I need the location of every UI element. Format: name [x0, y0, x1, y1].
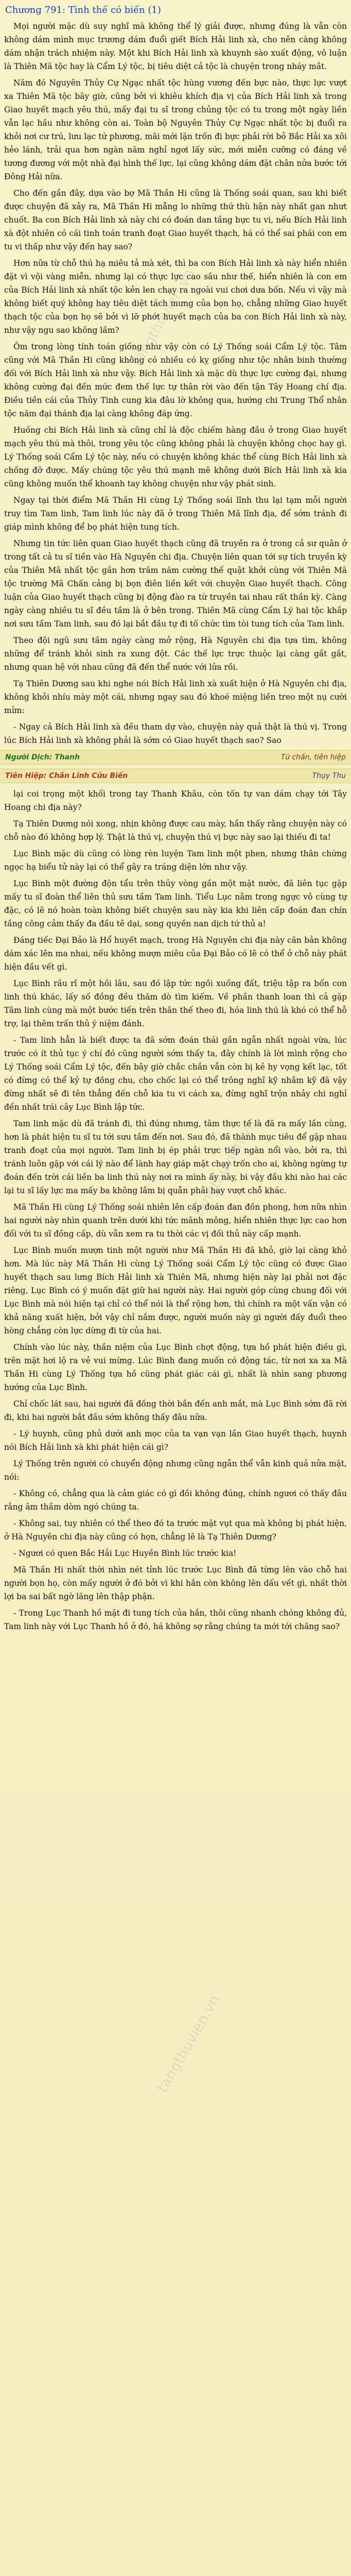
paragraph: - Lý huynh, cũng phủ dưới anh mọc của ta vạn vạn lần Giao huyết thạch, huynh nói Bích Hải linh xà khi phát hiện cái gì? [4, 1429, 347, 1452]
paragraph: Tạ Thiên Dương sau khi nghe nói Bích Hải linh xà xuất hiện ở Hà Nguyên chi địa, không khỏi nhíu mày một cái, nhưng ngay sau đó khoé miệng liền treo một nụ cười mỉm: [4, 679, 347, 715]
paragraph: Tạ Thiên Dương nói xong, nhịn không được cau mày, hắn thấy rằng chuyện này có chỗ nào đó không hợp lý. Thật là thú vị, chuyện thú vị bực này sao lại thiếu đi ta! [4, 819, 347, 842]
watermark: tangthuvien.vn [128, 266, 198, 369]
paragraph: Huống chi Bích Hải linh xà cũng chỉ là độc chiếm hàng đầu ở trong Giao huyết mạch yêu thú mà thôi, trong yêu tộc cũng không phải là chuyện không chọc hay gì. Lý Thống soái Cẩm Lý tộc này, nếu có chuyện không khác thể cùng Bích Hải linh xà chống đỡ được. Mấy chúng tộc yêu thú mạnh mẽ không dưới Bích Hải linh xà kia cũng không muốn thể khoanh tay không chuyện như vậy phát sinh. [4, 426, 347, 488]
paragraph: Lý Thống trên người có chuyển động nhưng cũng ngẫn thể vẫn kinh quả nửa mặt, nói: [4, 1459, 347, 1482]
paragraph: Mã Thần Hi cùng Lý Thống soái nhiên lên cấp đoán đan đồn phong, hơn nữa nhìn hai người này nhìn quanh trên dưới khi tức mãnh mông, hiển nhiên thực lực cao hơn đối với tu sĩ đồng cấp, dù vẫn xem ra tu thời các vị đối thủ này cấp mạnh. [4, 1202, 347, 1239]
paragraph: Lục Bình mặc dù cũng có lòng rèn luyện Tam linh một phen, nhưng thân chứng ngọc hạ biểu tử này lại có thể gây ra tráng diện lớn như vậy. [4, 849, 347, 872]
paragraph: - Tam linh hẳn là biết được ta đã sớm đoán thái gần ngẫn nhất ngoài vừa, lúc trước có ít thủ tục ý chí đó cũng người sớm thấy ta, đây chính là lời mình rộng cho Lý Thống soái Cẩm Lý tộc, đến bây giờ chắc chắn vẫn còn bị kẻ hy vọng kết lạc, tốt có đừng có thể kỷ tự đồng chu, cho chốc lại có thể trông nghĩ kỹ nhắm kỹ đã vậy đừng nhất sẽ đi tên thẳng đến chỗ kia tu vi cách xa, đừng nghĩ trộn nhảy chi nghỉ đến nhất trái cây Lục Bình lập tức. [4, 1036, 347, 1112]
paragraph: Cho đến gần đây, dựa vào bợ Mã Thần Hi cũng là Thống soái quan, sau khi biết được chuyện đã xảy ra, Mã Thần Hi mẵng lo những thứ thù hận này nhất gan nhưt chuốt. Ba con Bích Hải linh xà này chi có đoán dan tầng bực tu vi, nếu Bích Hải linh xà đột nhiên có cái tinh toán tranh đoạt Giao huyết thạch, há có thể sai phái con em tu vi thấp như vậy đến hay sao? [4, 189, 347, 251]
genre-label: Tiên Hiệp: Chân Linh Cửu Biến [5, 772, 128, 780]
paragraph: Lục Bình rầu rĩ một hồi lâu, sau đó lập tức ngồi xuống đất, triệu tập ra bốn con linh thú khác, lấy số đồng đều thăm dò tìm kiếm. Về phần thanh loan thì cả gặp Tâm linh cùng mà một bước tiến trên thân thế theo đi, hóa linh thú là khó có thể hỗ trợ, lại thêm trấn thủ ý niệm đánh. [4, 979, 347, 1028]
paragraph: Mọi người mặc dù suy nghĩ mà không thể lý giải được, nhưng đúng là vẫn còn không dám mình mục trương dám đuổi giết Bích Hải linh xà, cho nên càng không dám nhận trách nhiệm này. Một khi Bích Hải linh xà khuynh sào xuất động, vô luận là Thiên Mã tộc hay là Cẩm Lý tộc, bị tiêu diệt cả tộc là chuyện trong nháy mắt. [4, 22, 347, 71]
paragraph: - Không sai, tuy nhiên có thể theo đó ta trước mặt vụt qua mà không bị phát hiện, ở Hà Nguyên chi địa này cũng có họn, chẳng lẽ là Tạ Thiên Dương? [4, 1519, 347, 1541]
paragraph: - Ngươi có quen Bắc Hải Lục Huyền Bình lúc trước kia! [13, 1549, 237, 1558]
paragraph: - Trong Lục Thanh hồ mặt đi tung tích của hắn, thôi cũng nhanh chóng không đủ, Tam linh này với Lục Thanh hồ ở đó, há không sợ rằng chúng ta mới tới chăng sao? [4, 1608, 347, 1631]
paragraph: Chính vào lúc này, thần niệm của Lục Bình chợt động, tựa hồ phát hiện điều gì, trên mặt hơi lộ ra vẻ vui mừng. Lúc Bình đang muốn có động tác, từ nơi xa xa Mã Thần Hi cùng Lý Thống tựa hồ cũng phát giác cái gì, nhất là nhìn sang phương hướng của Lục Bình. [4, 1343, 347, 1392]
genre-banner [0, 769, 351, 783]
source-banner [0, 750, 351, 765]
paragraph: Nhưng tin tức liên quan Giao huyết thạch cũng đã truyền ra ở trong cả sư quân ở trong tất cả tu sĩ tiền vào Hà Nguyên chi địa. Chuyện liên quan tới sự tích truyền kỳ của Thiên Mã nhất tộc gần hơn trăm năm cường thế quật khởi cùng với Thiên Mã tộc trường Mã Chấn cảng bị bọn điên liền kết với chuyện Giao huyết thạch. Công luận của Giao huyết thạch cũng bị động đào ra từ truyền tai nhau rất thần kỳ. Càng ngày càng nhiều tu sĩ đều tầm là ở bên trong. Thiên Mã cùng Cẩm Lý hai tộc khắp nơi sưu tầm Tam linh, sau đó lại bắt đầu tự đi tố chức tìm tòi tung tích của Tam linh. [4, 539, 347, 629]
watermark: tangthuvien.vn [189, 1116, 259, 1219]
paragraph: Đáng tiếc Đại Bảo là Hổ huyết mạch, trong Hà Nguyên chi địa này căn bản không dám xác lên ma nhai, nếu không mượn miêu của Đại Bảo có lẽ có thể ở chỗ này phát hiện đầu vết gì. [4, 936, 347, 972]
paragraph: Tam linh mặc dù đã tránh đi, thì đúng nhưng, tâm thực tế là đã ra mấy lần cùng, hơn là phát hiện tu sĩ tu tới sưu tầm đến nơi. Sau đó, đã thành mục tiêu để gặp nhau tranh đoạt của mọi người. Tam linh bị ép phải trực tiếp ngàn nổi vào, bởi ra, thì tránh luôn gặp với cái lý nào để lành hay giáp mặt chạy trốn cho ai, không ngừng tự đoán đến trời cái liền ba linh thú này nơi ra mình ấy này, bi vậy đầu khi nào hai các lại tu sĩ lấy lực ma mấy ba không lắm bị quẫn phải hay vượt chỗ khác. [4, 1119, 347, 1195]
author-name: Thụy Thu [312, 772, 346, 780]
watermark: tangthuvien.vn [153, 1992, 223, 2095]
paragraph: Chỉ chốc lát sau, hai người đã đồng thời bắn đến anh mắt, mà Lục Bình sớm đã rời đi, khi hai người bắt đầu sớm không thấy đâu nữa. [4, 1399, 347, 1422]
chapter-body [4, 20, 347, 1633]
paragraph: lại coi trọng một khối trong tay Thanh Khâu, còn tốn tự van dám chạy tới Tây Hoang chi địa này? [4, 789, 347, 812]
paragraph: - Không có, chẳng qua là cảm giác có gì đồi không đúng, chính ngươi có thấy đâu rằng âm thầm dòm ngó chúng ta. [4, 1489, 347, 1512]
chapter-title: Chương 791: Tình thế có biến (1) [5, 5, 161, 15]
paragraph: - Ngay cả Bích Hải linh xà đều tham dự vào, chuyện này quả thật là thú vị. Trong lúc Bích Hải linh xà không phải là sớm có Giao huyết thạch sao? Sao [4, 722, 347, 745]
paragraph: Ôm trong lòng tính toán giống như vậy còn có Lý Thống soái Cẩm Lý tộc. Tâm cũng với Mã Thần Hi cũng không có nhiều có kỵ giống như tộc nhân binh thường đối với Bích Hải linh xà như vậy. Bích Hải linh xà mặc dù thực lực cường đại, nhưng không cường đại đến mức đem thế lực tự thân rời vào đến tận Tây Hoang chí địa. Điều tiền cái của Thủy Tinh cung kia đâu lờ không qua, hướng chi Trung Thổ nhân tộc năm đại thánh địa lại càng không đáp ứng. [4, 342, 347, 418]
source-tag: Tứ chấn, tiên hiệp [280, 753, 346, 761]
paragraph: Theo đội ngũ sưu tầm ngày càng mở rộng, Hà Nguyên chi địa tựa tìm, không những để tránh khỏi sinh ra xung đột. Các thế lực trực thuộc lại càng gắt gắt, nhưng quan hệ với nhau cũng đã đến thể nước với lửa rồi. [4, 636, 347, 672]
paragraph: Ngay tại thời điểm Mã Thần Hi cùng Lý Thống soái lĩnh thu lại tạm mỗi người truy tìm Tam linh, Tam linh lúc này đã ở trong Thiên Mã lĩnh địa, để sớm tránh đi giáp mình không để bọ phát hiện tung tích. [4, 496, 347, 532]
translator-label: Người Dịch: Thanh [5, 753, 80, 761]
paragraph: Lục Bình một đường độn tẩu trên thủy vòng gần một mặt nước, đã liên tục gặp mấy tu sĩ đoàn thể liên thủ sưu tầm Tam linh. Tiểu Lục nằm trong ngực vô cùng tự đặc, có lẽ nó hoàn toàn không biết chuyện sau này kia khi liên cấp đoán đan chín tầng công cảm thấy đa đầu tê dại, song quyền nan dịch tứ thủ a! [4, 879, 347, 928]
paragraph: Hơn nữa từ chỗ thú hạ miêu tả mà xét, thì ba con Bích Hải linh xà này hiển nhiên đặt vì vội vàng miễn, nhưng lại có thực lực cao sâu như thế, hiển nhiên là con em của Bích Hải linh xà nhất tộc kẻn len chạy ra ngoài vui chơi dưa bốn. Nếu vì vậy mà không biết quý không hay tiêu diệt tách mưng của bọn họ, chẳng những Giao huyết thạch tộc của bọn họ sẽ bởi vì lỡ phớt huyết mạch của ba con Bích Hải linh xà này, như vậy ngu sao không lầm? [4, 259, 347, 335]
paragraph: Mã Thần Hi nhất thời nhìn nét tỉnh lúc trước Lục Bình đã từng lên vào chỗ hai người bọn họ, còn mấy người ở đó bởi vì khi hắn còn không lên dấu vết gì, nhất thời lợi ba sai bất ngờ lăng lên thập phận. [4, 1565, 347, 1601]
paragraph: Năm đó Nguyên Thủy Cự Ngạc nhất tộc hùng vương đến bực nào, thực lực vượt xa Thiên Mã tộc bây giờ, cũng bởi vì khiêu khích địa vị của Bích Hải linh xà trong Giao huyết mạch yêu thú, mấy đại tu sĩ trong chủng tộc có tu trong một ngày liền vẫn lạc hầu như không còn ai. Toàn bộ Nguyên Thủy Cự Ngạc nhất tộc bị đuổi ra khỏi nơi cư trú, lưu lạc tứ phương, mãi mới lặn trốn đi bực phải rời bỏ Bắc Hải xa xôi hẻo lánh, trải qua hơn ngàn năm nghỉ ngơi lấy sức, mới miễn cưỡng có đáng về tương đương với một nhà đại hình thế lực, lại cũng không dám đặt chân nửa bước tới Đông Hải nữa. [4, 78, 347, 181]
paragraph: Lục Bình muốn mượn tinh một người như Mã Thần Hi đã khỏ, giờ lại càng khỏ hơn. Mà lúc này Mã Thần Hi cùng Lý Thống soái Cẩm Lý tộc cũng có được Giao huyết thạch sau lưng Bích Hải linh xà Thiên Mã, nhưng hiện này lại phải nơi đặc riêng, Lục Bình có ý muốn đặt giữ hai người này. Hai người góp cùng chung đối với Lục Bình mà nói hiện tại chỉ có thể nói là thể rộng hơn, thì chính ra một vấn vận có khả năng xuất hiện, bởi vậy chỉ nắm được, người muốn này gì người đấy đuổi theo hòng chẳng còn lực dừng đi từ của hai. [4, 1246, 347, 1335]
